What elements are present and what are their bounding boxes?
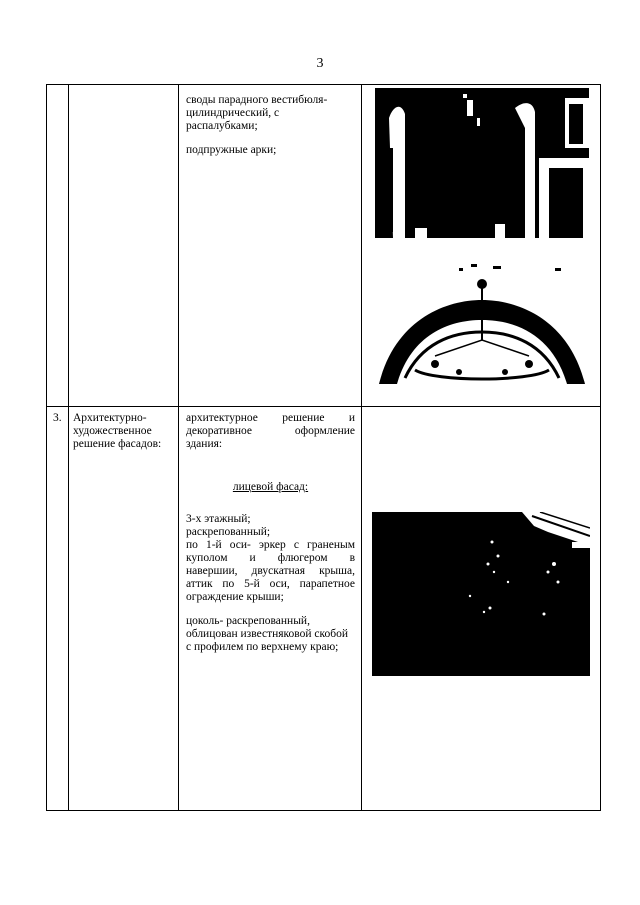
description-line: своды парадного вестибюля- [186,94,328,106]
heading-line: решение фасадов: [73,438,162,450]
row-number: 3. [53,412,62,424]
description-line: ограждение крыши; [186,591,284,603]
description-line: куполом и флюгером в [186,552,355,564]
description-line: цилиндрический, с [186,107,280,119]
description-line: облицован известняковой скобой [186,628,349,640]
description-line: декоративное оформление [186,425,355,437]
description-cell [179,85,362,407]
description-line: цоколь- раскрепованный, [186,615,310,627]
description-cell [179,407,362,811]
photo-cell [362,407,601,811]
description-line: по 1-й оси- эркер с граненым [186,539,355,551]
description-line: архитектурное решение и [186,412,355,424]
number-cell [47,85,69,407]
facade-photo [372,512,590,676]
photo-cell [362,85,601,407]
page-number: 3 [316,56,324,71]
arch-chandelier-photo [375,260,589,384]
heading-line: Архитектурно- [73,412,147,424]
facade-title: лицевой фасад: [232,481,309,493]
number-cell [47,407,69,811]
description-line: с профилем по верхнему краю; [186,641,339,653]
description-line: 3-х этажный; [186,513,251,525]
table-row [47,85,601,407]
description-line: аттик по 5-й оси, парапетное [186,578,355,590]
document-table [46,84,601,811]
heading-cell [69,85,179,407]
heading-line: художественное [73,425,152,437]
heading-cell [69,407,179,811]
description-line: раскрепованный; [186,526,271,538]
description-line: здания: [186,438,223,450]
description-line: подпружные арки; [186,144,277,156]
description-line: навершии, двускатная крыша, [186,565,355,577]
description-line: распалубками; [186,120,258,132]
vestibule-vaults-photo [375,88,589,252]
table-row [47,407,601,811]
